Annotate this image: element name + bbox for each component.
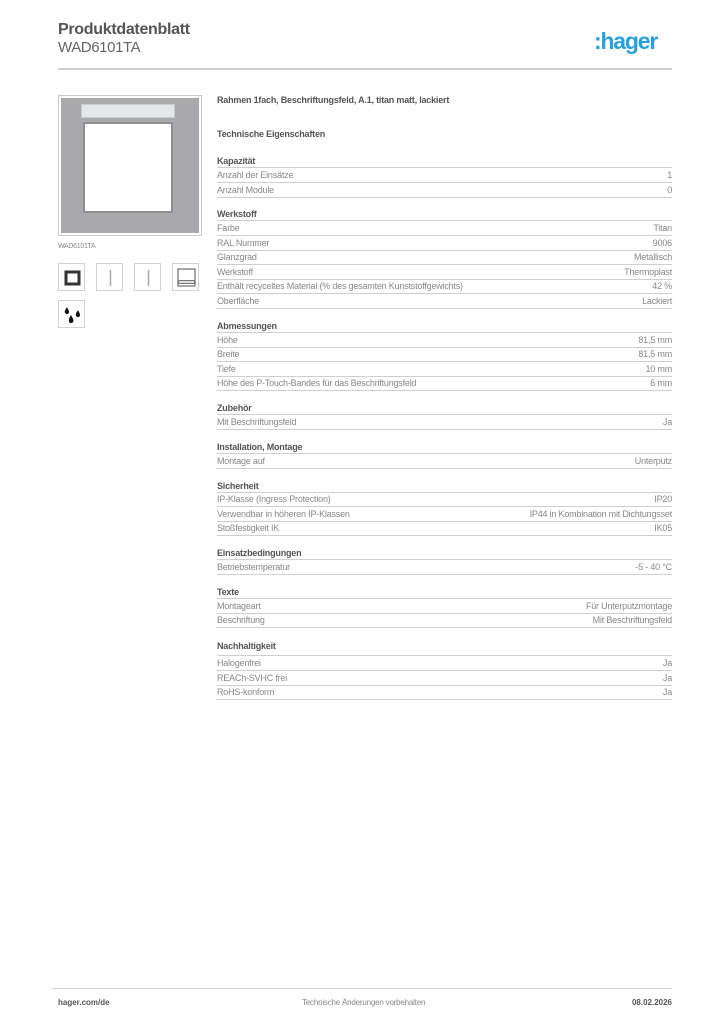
spec-label: Enthält recyceltes Material (% des gesamten Kunststoffgewichts) — [217, 281, 463, 291]
label-field — [81, 104, 175, 118]
spec-label: REACh-SVHC frei — [217, 673, 288, 683]
spec-label: Oberfläche — [217, 296, 260, 306]
spec-label: Anzahl der Einsätze — [217, 170, 294, 180]
spec-value: Thermoplast — [624, 267, 672, 277]
spec-value: 81,5 mm — [638, 335, 672, 345]
spec-value: Ja — [662, 673, 672, 683]
header-divider — [58, 68, 672, 70]
spec-value: -5 - 40 °C — [635, 562, 672, 572]
spec-value: Metallisch — [633, 252, 672, 262]
spec-value: Titan — [653, 223, 672, 233]
spec-row — [217, 362, 672, 377]
section-heading-texte: Texte — [217, 586, 672, 599]
spec-row — [217, 333, 672, 348]
spec-value: 81,5 mm — [638, 349, 672, 359]
frame-square-icon — [58, 263, 85, 291]
page-title: Produktdatenblatt — [58, 21, 190, 38]
section-heading-zubehoer: Zubehör — [217, 402, 672, 415]
section-heading-abmessungen: Abmessungen — [217, 320, 672, 333]
vertical-line-icon — [96, 263, 123, 291]
spec-value: Unterputz — [634, 456, 672, 466]
spec-row — [217, 613, 672, 628]
spec-label: Farbe — [217, 223, 240, 233]
spec-value: IK05 — [654, 523, 672, 533]
footer-website-link[interactable]: hager.com/de — [58, 998, 110, 1007]
spec-row — [217, 168, 672, 183]
spec-label: Werkstoff — [217, 267, 253, 277]
spec-label: Höhe des P-Touch-Bandes für das Beschriftungsfeld — [217, 378, 417, 388]
frame-opening — [83, 122, 173, 213]
hager-logo: :hager — [594, 28, 658, 54]
section-heading-installation: Installation, Montage — [217, 441, 672, 454]
product-description: Rahmen 1fach, Beschriftungsfeld, A.1, titan matt, lackiert — [217, 95, 450, 105]
spec-row — [217, 521, 672, 536]
spec-row — [217, 376, 672, 391]
tech-heading: Technische Eigenschaften — [217, 129, 326, 139]
spec-row — [217, 279, 672, 294]
section-heading-werkstoff: Werkstoff — [217, 208, 672, 221]
spec-label: IP-Klasse (Ingress Protection) — [217, 494, 331, 504]
spec-value: Für Unterputzmontage — [585, 601, 672, 611]
spec-value: Mit Beschriftungsfeld — [592, 615, 672, 625]
spec-value: 6 mm — [650, 378, 672, 388]
section-heading-einsatzbedingungen: Einsatzbedingungen — [217, 547, 672, 560]
spec-row — [217, 236, 672, 251]
section-heading-kapazitaet: Kapazität — [217, 155, 672, 168]
spec-label: Höhe — [217, 335, 238, 345]
spec-row — [217, 685, 672, 700]
spec-label: Halogenfrei — [217, 658, 261, 668]
footer-divider — [52, 988, 672, 989]
spec-row — [217, 599, 672, 614]
spec-value: Lackiert — [642, 296, 672, 306]
spec-row — [217, 250, 672, 265]
spec-row — [217, 221, 672, 236]
spec-value: IP20 — [654, 494, 672, 504]
spec-label: Anzahl Module — [217, 185, 274, 195]
spec-value: 42 % — [652, 281, 672, 291]
spec-value: IP44 in Kombination mit Dichtungsset — [529, 509, 672, 519]
spec-row — [217, 454, 672, 469]
spec-value: Ja — [662, 658, 672, 668]
spec-label: Montageart — [217, 601, 261, 611]
section-heading-sicherheit: Sicherheit — [217, 480, 672, 493]
spec-row — [217, 347, 672, 362]
frame-plate — [61, 98, 199, 233]
label-field-frame-icon — [172, 263, 199, 291]
spec-row — [217, 656, 672, 671]
spec-row — [217, 183, 672, 198]
spec-label: RoHS-konform — [217, 687, 275, 697]
spec-label: Betriebstemperatur — [217, 562, 290, 572]
vertical-line-icon — [134, 263, 161, 291]
spec-label: Glanzgrad — [217, 252, 257, 262]
spec-label: Mit Beschriftungsfeld — [217, 417, 297, 427]
spec-row — [217, 415, 672, 430]
spec-row — [217, 560, 672, 575]
spec-row — [217, 507, 672, 522]
spec-value: 1 — [667, 170, 672, 180]
spec-label: Stoßfestigkeit IK — [217, 523, 280, 533]
spec-label: Beschriftung — [217, 615, 265, 625]
spec-row — [217, 265, 672, 280]
spec-label: Tiefe — [217, 364, 236, 374]
spec-row — [217, 671, 672, 686]
spec-value: 9006 — [652, 238, 672, 248]
footer-date: 08.02.2026 — [631, 998, 672, 1007]
footer-notice: Technische Änderungen vorbehalten — [302, 998, 426, 1007]
product-image — [58, 95, 202, 236]
section-heading-nachhaltigkeit: Nachhaltigkeit — [217, 641, 276, 651]
spec-label: Breite — [217, 349, 240, 359]
spec-value: Ja — [662, 417, 672, 427]
spec-label: RAL Nummer — [217, 238, 270, 248]
spec-row — [217, 492, 672, 507]
spec-label: Montage auf — [217, 456, 265, 466]
spec-value: 0 — [667, 185, 672, 195]
spec-value: Ja — [662, 687, 672, 697]
spec-row — [217, 294, 672, 309]
water-drops-icon — [58, 300, 85, 328]
image-caption: WAD6101TA — [58, 243, 96, 250]
article-number: WAD6101TA — [58, 39, 141, 56]
spec-value: 10 mm — [645, 364, 672, 374]
spec-label: Verwendbar in höheren IP-Klassen — [217, 509, 350, 519]
